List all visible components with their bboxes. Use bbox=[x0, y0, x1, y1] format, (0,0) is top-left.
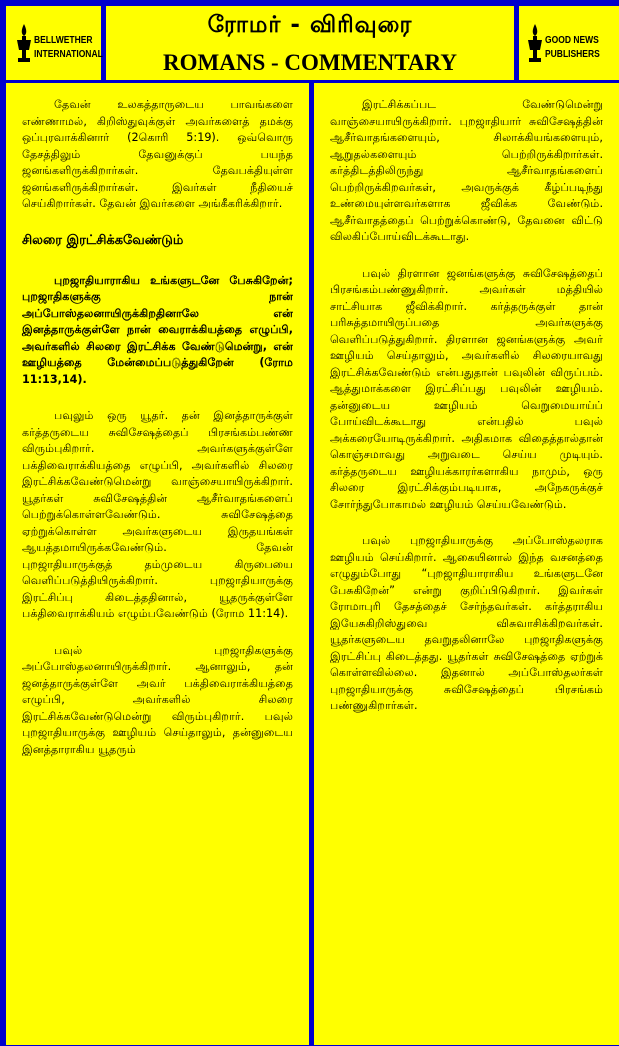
title-english: ROMANS - COMMENTARY bbox=[163, 50, 457, 75]
verse-quote: புறஜாதியாராகிய உங்களுடனே பேசுகிறேன்; புறஜாதிகளுக்கு நான் அப்போஸ்தலனாயிருக்கிறதினாலே என் இனத்தாருக்குள்ளே நான் வைராக்கியத்தை எழுப்பி, அவர்களில் சிலரை இரட்சிக்க வேண்டுமென்று, என் ஊழியத்தை மேன்மைப்படுத்துகிறேன் (ரோம 11:13,14). bbox=[22, 273, 293, 386]
left-column bbox=[6, 83, 309, 1045]
paragraph: பவுல் புறஜாதியாருக்கு அப்போஸ்தலராக ஊழியம் செய்கிறார். ஆகையினால் இந்த வசனத்தை எழுதும்போது “புறஜாதியாராகிய உங்களுடனே பேசுகிறேன்” என்று குறிப்பிடுகிறார். இவர்கள் ரோமாபுரி தேசத்தைச் சேர்ந்தவர்கள். கர்த்தராகிய இயேசுகிறிஸ்துவை விசுவாசிக்கிறவர்கள். யூதர்களுடைய தவறுதலினாலே புறஜாதிகளுக்கு இரட்சிப்பு கிடைத்தது. யூதர்கள் சுவிசேஷத்தை ஏற்றுக் கொள்ளவில்லை. இதனால் அப்போஸ்தலர்கள் புறஜாதியாருக்கு சுவிசேஷத்தைப் பிரசங்கம் பண்ணுகிறார்கள். bbox=[330, 534, 603, 712]
paragraph: இரட்சிக்கப்பட வேண்டுமென்று வாஞ்சையாயிருக்கிறார். புறஜாதியார் சுவிசேஷத்தின் ஆசீர்வாதங்களையும், சிலாக்கியங்களையும், ஆறுதல்களையும் பெற்றிருக்கிறார்கள். கர்த்திடத்திலிருந்து ஆசீர்வாதங்களைப் பெற்றிருக்கிறவர்கள், அவருக்குக் கீழ்ப்படிந்து உண்மையுள்ளவர்களாக ஜீவிக்க வேண்டும். ஆசீர்வாதத்தைப் பெற்றுக்கொண்டு, தேவனை விட்டு விலகிப்போய்விடக்கூடாது. bbox=[330, 98, 603, 243]
oil-lamp-icon bbox=[14, 22, 34, 66]
logo-right-line1: GOOD NEWS bbox=[545, 35, 599, 46]
paragraph: பவுல் புறஜாதிகளுக்கு அப்போஸ்தலனாயிருக்கிறார். ஆனாலும், தன் ஜனத்தாருக்குள்ளே அவர் பக்திவைராக்கியத்தை எழுப்பி, அவர்களில் சிலரை இரட்சிக்கவேண்டுமென்று விரும்புகிறார். பவுல் புறஜாதியாருக்கு ஊழியம் செய்தாலும், தன்னுடைய இனத்தாராகிய யூதரும் bbox=[22, 643, 293, 756]
right-column bbox=[314, 83, 619, 1045]
header bbox=[6, 6, 619, 80]
logo-good-news bbox=[519, 6, 619, 80]
paragraph: பவுல் திரளான ஜனங்களுக்கு சுவிசேஷத்தைப் பிரசங்கம்பண்ணுகிறார். அவர்கள் மத்தியில் சாட்சியாக ஜீவிக்கிறார். கர்த்தருக்குள் தான் பரிசுத்தமாயிருப்பதை அவர்களுக்கு வெளிப்படுத்துகிறார். திரளான ஜனங்களுக்கு அவர் ஊழியம் செய்தாலும், அவர்களில் சிலரையாவது இரட்சிக்கவேண்டும் என்பதுதான் பவுலின் விருப்பம். ஆத்துமாக்களை இரட்சிப்பது பவுலின் ஊழியம். தன்னுடைய ஊழியம் வெறுமையாய்ப் போய்விடக்கூடாது என்பதில் பவுல் அக்கரையோடிருக்கிறார். அதிகமாக விதைத்தால்தான் கொஞ்சமாவது அறுவடை செய்ய முடியும். கர்த்தருடைய ஊழியக்காரர்களாகிய நாமும், ஒரு சிலரை இரட்சிக்கும்படியாக, அநேகருக்குச் சோர்ந்துபோகாமல் ஊழியம் செய்யவேண்டும். bbox=[330, 266, 603, 511]
paragraph: பவுலும் ஒரு யூதர். தன் இனத்தாருக்குள் கர்த்தருடைய சுவிசேஷத்தைப் பிரசங்கம்பண்ண விரும்புகிறார். அவர்களுக்குள்ளே பக்திவைராக்கியத்தை எழுப்பி, அவர்களில் சிலரை இரட்சிக்கவேண்டுமென்று வாஞ்சையாயிருக்கிறார். யூதர்கள் சுவிசேஷத்தின் ஆசீர்வாதங்களைப் பெற்றுக்கொள்ளவேண்டும். சுவிசேஷத்தை ஏற்றுக்கொள்ள அவர்களுடைய இருதயங்கள் ஆயத்தமாயிருக்கவேண்டும். தேவன் புறஜாதியாருக்குத் தம்முடைய கிருபையை வெளிப்படுத்தியிருக்கிறார். புறஜாதியாருக்கு இரட்சிப்பு கிடைத்ததினால், யூதருக்குள்ளே பக்திவைராக்கியம் எழும்பவேண்டும் (ரோம 11:14). bbox=[22, 409, 293, 620]
paragraph: தேவன் உலகத்தாருடைய பாவங்களை எண்ணாமல், கிறிஸ்துவுக்குள் அவர்களைத் தமக்கு ஒப்புரவாக்கினார் (2கொரி 5:19). ஒவ்வொரு தேசத்திலும் தேவனுக்குப் பயந்த ஜனங்களிருக்கிறார்கள். தேவபக்தியுள்ள ஜனங்களிருக்கிறார்கள். இவர்கள் நீதியைச் செய்கிறார்கள். தேவன் இவர்களை அங்கீகரிக்கிறார். bbox=[22, 98, 293, 210]
logo-bellwether bbox=[6, 6, 101, 80]
section-heading: சிலரை இரட்சிக்கவேண்டும் bbox=[22, 232, 184, 248]
title-tamil: ரோமர் - விரிவுரை bbox=[207, 12, 413, 38]
title-box bbox=[106, 6, 514, 80]
logo-right-line2: PUBLISHERS bbox=[545, 49, 600, 60]
oil-lamp-icon bbox=[525, 22, 545, 66]
logo-left-line1: BELLWETHER bbox=[34, 35, 93, 46]
logo-left-line2: INTERNATIONAL bbox=[34, 49, 103, 60]
